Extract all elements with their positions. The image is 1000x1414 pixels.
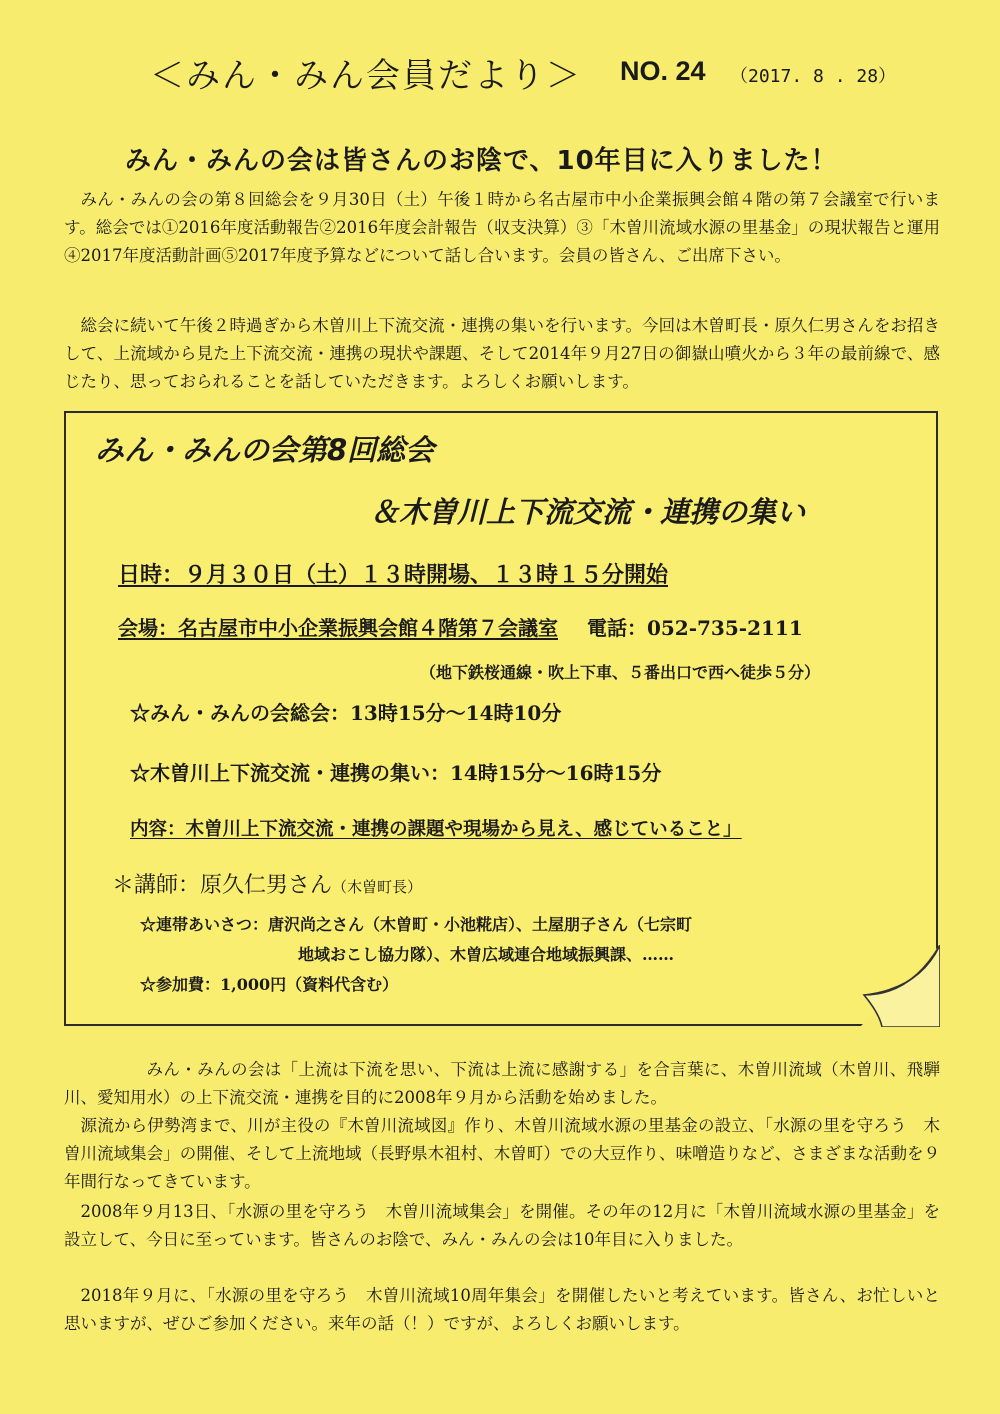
schedule-general-meeting: ☆みん・みんの会総会：13時15分～14時10分: [130, 701, 562, 725]
schedule-gathering: ☆木曽川上下流交流・連携の集い：14時15分～16時15分: [130, 761, 662, 785]
event-title-line-2: ＆木曽川上下流交流・連携の集い: [370, 495, 806, 529]
issue-date: （2017. 8 . 28）: [730, 66, 897, 87]
issue-number: NO. 24: [620, 56, 706, 86]
headline: みん・みんの会は皆さんのお陰で、10年目に入りました！: [125, 146, 838, 176]
lecturer-note: （木曽町長）: [332, 878, 423, 896]
greeting-line-2: 地域おこし協力隊）、木曽広域連合地域振興課、……: [298, 945, 675, 964]
body-paragraph-3: 2008年９月13日、「水源の里を守ろう 木曽川流域集会」を開催。その年の12月に「木曽川流域水源の里基金」を設立して、今日に至っています。皆さんのお陰で、みん・みんの会は10年目に入りました。: [64, 1202, 940, 1249]
participation-fee: ☆参加費：1,000円（資料代含む）: [140, 975, 399, 994]
event-lecturer: [112, 868, 422, 899]
event-phone: 電話：052-735-2111: [586, 616, 803, 640]
intro-paragraph-1: みん・みんの会の第８回総会を９月30日（土）午後１時から名古屋市中小企業振興会館４階の第７会議室で行います。総会では①2016年度活動報告②2016年度会計報告（収支決算）③「木曽川流域水源の里基金」の現状報告と運用④2017年度活動計画⑤2017年度予算などについて話し合います。会員の皆さん、ご出席下さい。: [64, 190, 940, 265]
event-access: （地下鉄桜通線・吹上下車、５番出口で西へ徒歩５分）: [420, 663, 821, 682]
event-venue: 会場：名古屋市中小企業振興会館４階第７会議室: [118, 616, 558, 640]
body-paragraph-4: 2018年９月に、「水源の里を守ろう 木曽川流域10周年集会」を開催したいと考えています。皆さん、お忙しいと思いますが、ぜひご参加ください。来年の話（！）ですが、よろしくお願いします。: [64, 1286, 940, 1333]
lecturer-name: ＊講師：原久仁男さん: [112, 873, 333, 898]
event-content: 内容：木曽川上下流交流・連携の課題や現場から見え、感じていること」: [130, 819, 742, 840]
event-title-line-1: みん・みんの会第8回総会: [95, 433, 435, 467]
event-datetime: 日時：９月３０日（土）１３時開場、１３時１５分開始: [118, 562, 669, 588]
body-paragraph-2: 源流から伊勢湾まで、川が主役の『木曽川流域図』作り、木曽川流域水源の里基金の設立、「水源の里を守ろう 木曽川流域集会」の開催、そして上流地域（長野県木祖村、木曽町）での大豆作り、味噌造りなど、さまざまな活動を９年間行なってきています。: [64, 1116, 940, 1191]
greeting-line-1: ☆連帯あいさつ：唐沢尚之さん（木曽町・小池糀店）、土屋朋子さん（七宗町: [140, 915, 693, 934]
event-venue-row: [118, 612, 803, 641]
page-curl-icon: [860, 945, 940, 1027]
newsletter-title: ＜みん・みん会員だより＞: [150, 56, 582, 96]
intro-paragraph-2: 総会に続いて午後２時過ぎから木曽川上下流交流・連携の集いを行います。今回は木曽町長・原久仁男さんをお招きして、上流域から見た上下流交流・連携の現状や課題、そして2014年９月27日の御嶽山噴火から３年の最前線で、感じたり、思っておられることを話していただきます。よろしくお願いします。: [64, 316, 940, 391]
body-paragraph-1: みん・みんの会は「上流は下流を思い、下流は上流に感謝する」を合言葉に、木曽川流域（木曽川、飛騨川、愛知用水）の上下流交流・連携を目的に2008年９月から活動を始めました。: [64, 1060, 940, 1107]
newsletter-header: [150, 48, 910, 98]
